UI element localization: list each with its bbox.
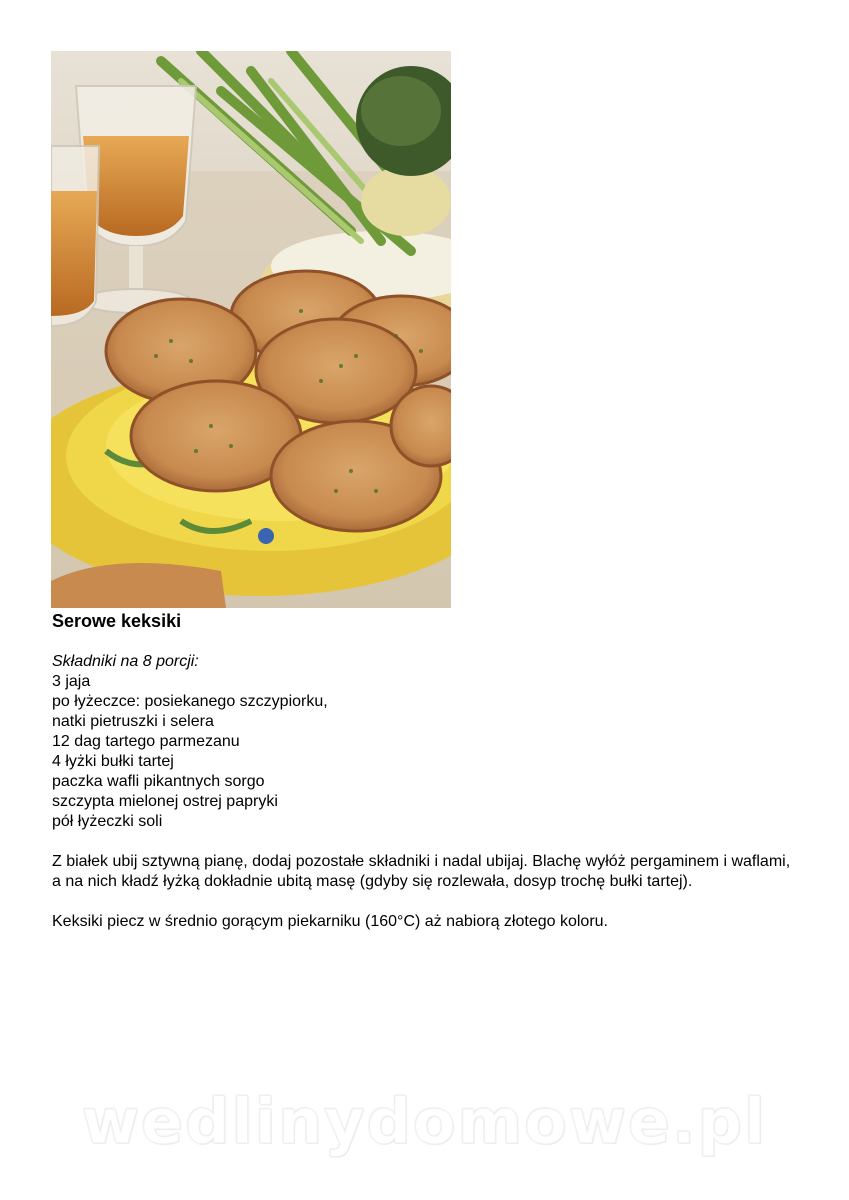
ingredient-item: 12 dag tartego parmezanu (52, 733, 240, 750)
recipe-body (52, 652, 802, 932)
ingredient-item: pół łyżeczki soli (52, 813, 163, 830)
recipe-title: Serowe keksiki (52, 611, 182, 631)
instructions-paragraph: Z białek ubij sztywną pianę, dodaj pozostałe składniki i nadal ubijaj. Blachę wyłóż pergaminem i waflami, a na nich kładź łyżką dokładnie ubitą masę (gdyby się rozlewała, dosyp trochę bułki tartej). (52, 853, 791, 890)
cheese-biscuits-photo (51, 51, 451, 608)
ingredient-item: po łyżeczce: posiekanego szczypiorku, (52, 693, 328, 710)
ingredients-heading: Składniki na 8 porcji: (52, 653, 199, 670)
watermark: wedlinydomowe.pl (81, 1085, 768, 1158)
ingredient-item: natki pietruszki i selera (52, 713, 214, 730)
ingredient-item: szczypta mielonej ostrej papryki (52, 793, 278, 810)
ingredients-list (52, 672, 802, 832)
baking-paragraph: Keksiki piecz w średnio gorącym piekarniku (160°C) aż nabiorą złotego koloru. (52, 913, 608, 930)
ingredient-item: paczka wafli pikantnych sorgo (52, 773, 265, 790)
ingredient-item: 3 jaja (52, 673, 91, 690)
ingredient-item: 4 łyżki bułki tartej (52, 753, 174, 770)
